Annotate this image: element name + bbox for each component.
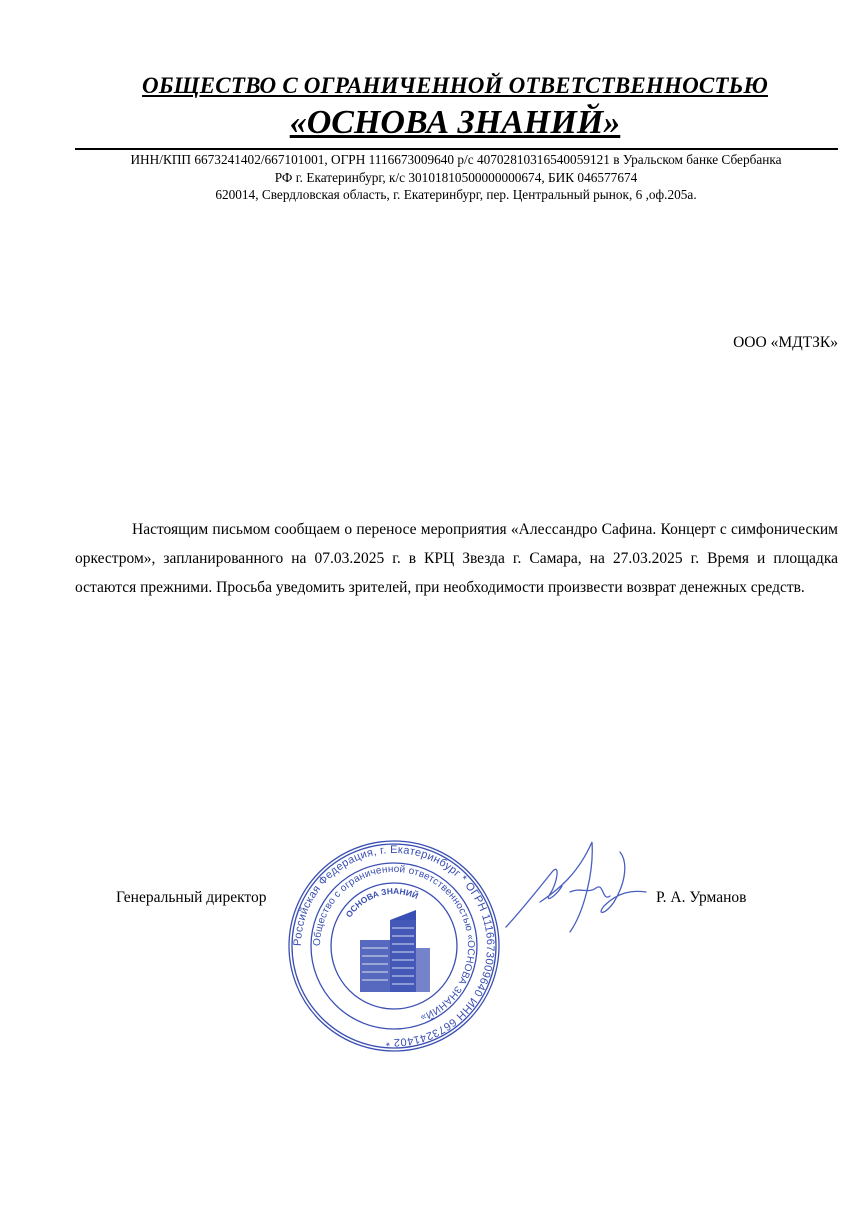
signatory-position: Генеральный директор	[116, 889, 267, 906]
letter-body: Настоящим письмом сообщаем о переносе мероприятия «Алессандро Сафина. Концерт с симфоническим оркестром», запланированного на 07.03.2025 г. в КРЦ Звезда г. Самара, на 27.03.2025 г. Время и площадка остаются прежними. Просьба уведомить зрителей, при необходимости произвести возврат денежных средств.	[75, 521, 838, 596]
requisites-line-2: РФ г. Екатеринбург, к/с 30101810500000000674, БИК 046577674	[274, 169, 638, 185]
organization-type: ОБЩЕСТВО С ОГРАНИЧЕННОЙ ОТВЕТСТВЕННОСТЬЮ	[142, 73, 768, 98]
organization-name: «ОСНОВА ЗНАНИЙ»	[289, 104, 621, 141]
addressee: ООО «МДТЗК»	[733, 334, 838, 351]
organization-requisites	[60, 151, 852, 204]
handwritten-signature	[500, 832, 650, 942]
requisites-line-1: ИНН/КПП 6673241402/667101001, ОГРН 1116673009640 р/с 40702810316540059121 в Уральском банке Сбербанка	[130, 152, 782, 167]
company-stamp	[286, 838, 502, 1054]
stamp-center-text: ОСНОВА ЗНАНИЙ	[343, 885, 420, 920]
organization-address: 620014, Свердловская область, г. Екатеринбург, пер. Центральный рынок, 6 ,оф.205а.	[215, 187, 697, 202]
stamp-outer-text: Российская Федерация, г. Екатеринбург * ОГРН 1116673009640 ИНН 6673241402 *	[291, 843, 497, 1049]
letterhead-divider	[75, 148, 838, 150]
stamp-inner-text: Общество с ограниченной ответственностью «ОСНОВА ЗНАНИЙ»	[311, 863, 477, 1023]
signatory-name: Р. А. Урманов	[656, 889, 747, 906]
